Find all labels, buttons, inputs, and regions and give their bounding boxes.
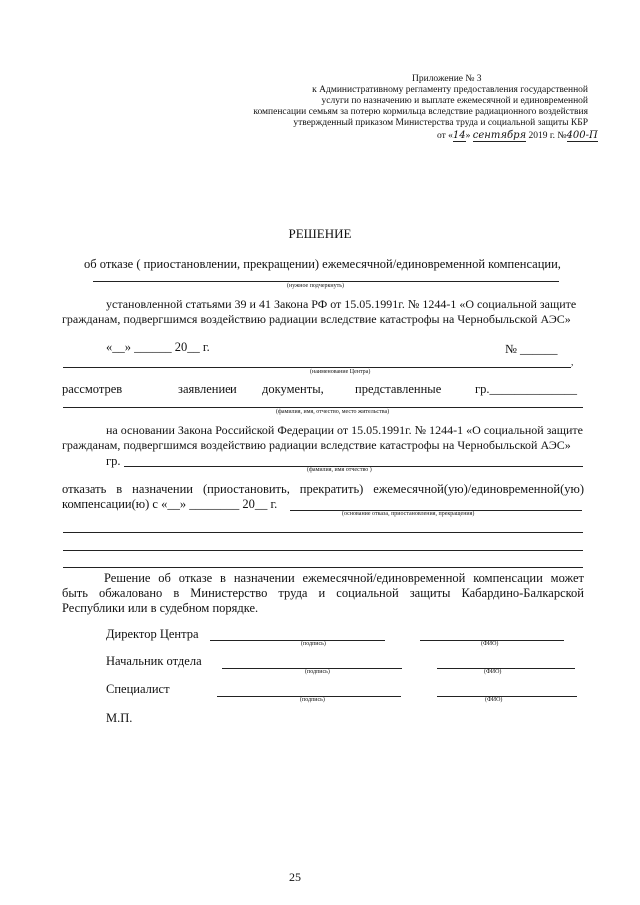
center-name-line [63,367,571,368]
considered-w1: рассмотрев [62,382,123,396]
date-prefix: от « [437,131,453,141]
fio-address-line [63,407,583,408]
para2-line1: на основании Закона Российской Федерации от 15.05.1991г. № 1244-1 «О социальной защите [106,423,583,437]
caption-fio-address: (фамилия, имя, отчество, место жительства) [276,409,390,415]
handwritten-month: сентября [472,130,527,141]
appeal-line2: быть обжаловано в Министерство труда и социальной защиты Кабардино-Балкарской [62,586,584,600]
blank-line-2 [63,550,583,551]
considered-w2: заявление [178,382,231,396]
signature-role-head: Начальник отдела [106,654,202,668]
caption-basis: (основание отказа, приостановления, прекращения) [342,511,475,517]
page-title: РЕШЕНИЕ [288,226,352,241]
appeal-line3: Республики или в судебном порядке. [62,601,259,615]
decision-date-field: «__» ______ 20__ г. [106,340,210,354]
sign-caption-specialist: (подпись) [300,697,325,703]
fio-caption-director: (ФИО) [481,641,499,647]
appeal-line1: Решение об отказе в назначении ежемесячной/единовременной компенсации может [104,571,584,585]
para1-line1: установленной статьями 39 и 41 Закона РФ от 15.05.1991г. № 1244-1 «О социальной защите [106,297,577,311]
refuse-line2: компенсации(ю) с «__» ________ 20__ г. [62,497,278,511]
caption-fio: (фамилия, имя отчество ) [307,467,372,473]
fio-line-head [437,668,575,669]
blank-line-3 [63,567,583,568]
gr-label: гр. [106,454,121,468]
stamp-place: М.П. [106,711,133,725]
signature-line-director [210,640,385,641]
subtitle: об отказе ( приостановлении, прекращении) ежемесячной/единовременной компенсации, [84,257,561,271]
para1-line2: гражданам, подвергшимся воздействию радиации вследствие катастрофы на Чернобыльской АЭС» [62,312,571,326]
center-line-comma: , [571,358,574,368]
handwritten-number: 400-П [566,130,598,141]
signature-role-specialist: Специалист [106,682,170,696]
considered-w5: представленные [355,382,442,396]
para2-line2: гражданам, подвергшимся воздействию радиации вследствие катастрофы на Чернобыльской АЭС» [62,438,571,452]
blank-line-1 [63,532,583,533]
sign-caption-director: (подпись) [301,641,326,647]
date-mid: » [465,131,471,141]
considered-w6: гр.______________ [475,382,578,396]
header-date [437,130,598,142]
considered-w4: документы, [262,382,324,396]
considered-w3: и [230,382,237,396]
handwritten-day: 14 [452,130,466,141]
signature-role-director: Директор Центра [106,627,199,641]
fio-caption-head: (ФИО) [484,669,502,675]
header-line-4: компенсации семьям за потерю кормильца вследствие радиационного воздействия [253,107,588,117]
appendix-number: Приложение № 3 [412,74,482,84]
date-year: 2019 г. № [528,131,567,141]
header-line-2: к Административному регламенту предоставления государственной [312,85,588,95]
page-number: 25 [289,870,301,884]
caption-center: (наименование Центра) [310,369,371,375]
fio-caption-specialist: (ФИО) [485,697,503,703]
subtitle-underline [93,281,559,282]
header-line-5: утвержденный приказом Министерства труда и социальной защиты КБР [293,118,588,128]
decision-number-field: № ______ [505,342,558,356]
sign-caption-head: (подпись) [305,669,330,675]
caption-underline: (нужное подчеркнуть) [287,283,344,289]
fio-line-specialist [437,696,577,697]
refuse-line1: отказать в назначении (приостановить, прекратить) ежемесячной(ую)/единовременной(ую) [62,482,584,496]
header-line-3: услуги по назначению и выплате ежемесячной и единовременной [321,96,588,106]
